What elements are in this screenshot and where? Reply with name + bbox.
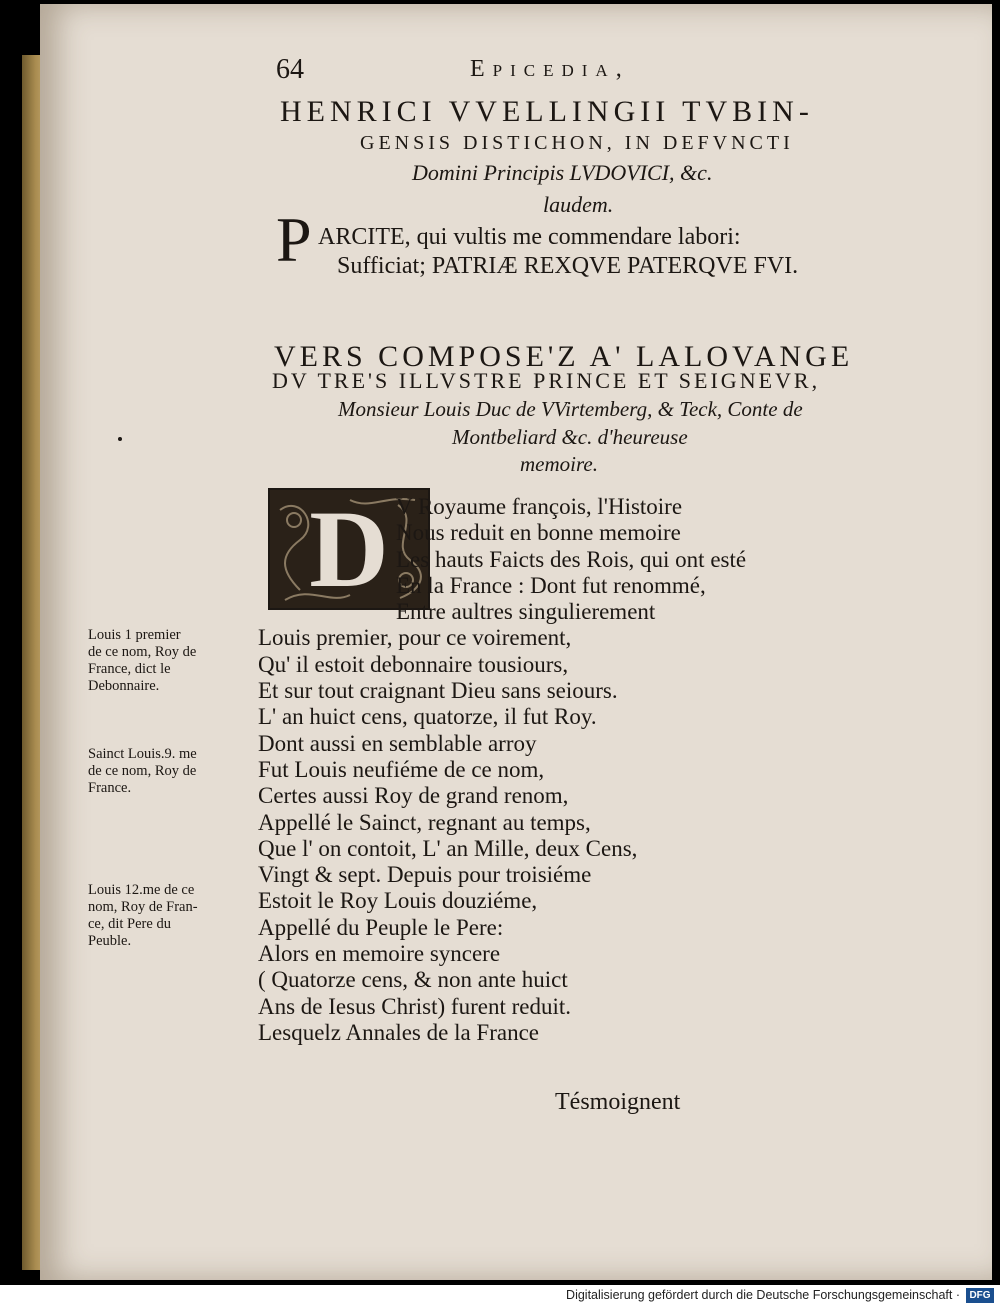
- poem-line: Certes aussi Roy de grand renom,: [258, 783, 569, 809]
- margin-note-line: Peuble.: [88, 933, 132, 949]
- heading2-line2: DV TRE'S ILLVSTRE PRINCE ET SEIGNEVR,: [272, 368, 821, 393]
- poem-line: Que l' on contoit, L' an Mille, deux Cens,: [258, 835, 638, 861]
- poem-line: Et sur tout craignant Dieu sans seiours.: [258, 678, 618, 704]
- catchword: Tésmoignent: [555, 1089, 681, 1115]
- poem-line: Entre aultres singulierement: [396, 599, 656, 625]
- poem-line: Ans de Iesus Christ) furent reduit.: [258, 993, 571, 1019]
- poem-line: ( Quatorze cens, & non ante huict: [258, 967, 568, 993]
- heading1-line3: Domini Principis LVDOVICI, &c.: [412, 160, 713, 185]
- margin-note-line: France, dict le: [88, 661, 171, 677]
- poem-line: En la France : Dont fut renommé,: [396, 572, 706, 598]
- margin-note-line: ce, dit Pere du: [88, 916, 171, 932]
- poem-line: L' an huict cens, quatorze, il fut Roy.: [258, 704, 597, 730]
- poem-line: Nous reduit en bonne memoire: [396, 520, 681, 546]
- margin-note-line: nom, Roy de Fran-: [88, 899, 198, 915]
- dropcap-letter: D: [309, 488, 389, 610]
- poem-line: Appellé du Peuple le Pere:: [258, 914, 504, 940]
- running-head: Epicedia,: [470, 56, 630, 82]
- margin-note-line: Louis 1 premier: [88, 627, 181, 643]
- heading2-line5: memoire.: [520, 452, 598, 476]
- heading2-line1: VERS COMPOSE'Z A' LALOVANGE: [274, 340, 854, 373]
- ink-dot: [118, 437, 122, 441]
- margin-note-line: Sainct Louis.9. me: [88, 746, 197, 762]
- distich-line2: Sufficiat; PATRIÆ REXQVE PATERQVE FVI.: [337, 253, 799, 279]
- margin-note-line: France.: [88, 780, 132, 796]
- margin-note-line: de ce nom, Roy de: [88, 644, 197, 660]
- heading1-line2: GENSIS DISTICHON, IN DEFVNCTI: [360, 132, 794, 154]
- margin-note-line: de ce nom, Roy de: [88, 763, 197, 779]
- distich-line1: ARCITE, qui vultis me commendare labori:: [318, 224, 741, 250]
- heading1-line4: laudem.: [543, 192, 614, 217]
- margin-note-line: Louis 12.me de ce: [88, 882, 195, 898]
- poem-line: Qu' il estoit debonnaire tousiours,: [258, 651, 569, 677]
- poem-line: Les hauts Faicts des Rois, qui ont esté: [396, 546, 747, 572]
- poem-line: Vingt & sept. Depuis pour troisiéme: [258, 862, 592, 888]
- margin-note-louis-premier: [88, 627, 278, 695]
- poem-line: Dont aussi en semblable arroy: [258, 730, 537, 756]
- poem-line: Estoit le Roy Louis douziéme,: [258, 888, 538, 914]
- heading2-line4: Montbeliard &c. d'heureuse: [452, 425, 688, 449]
- margin-note-saint-louis: [88, 746, 278, 797]
- footer-credit: Digitalisierung gefördert durch die Deutsche Forschungsgemeinschaft ·: [566, 1288, 960, 1302]
- poem: [256, 494, 816, 1046]
- poem-line: Fut Louis neufiéme de ce nom,: [258, 756, 545, 782]
- digitization-footer: [0, 1285, 1000, 1307]
- page-number: 64: [276, 54, 304, 85]
- poem-line: Louis premier, pour ce voirement,: [258, 625, 572, 651]
- margin-note-louis-douze: [88, 882, 278, 950]
- dfg-logo[interactable]: DFG: [966, 1288, 994, 1303]
- distich-initial: P: [276, 204, 312, 275]
- poem-line: V Royaume françois, l'Histoire: [396, 494, 683, 519]
- poem-line: Alors en memoire syncere: [258, 941, 501, 967]
- poem-line: Appellé le Sainct, regnant au temps,: [258, 809, 591, 835]
- poem-line: Lesquelz Annales de la France: [258, 1019, 539, 1045]
- heading1-line1: HENRICI VVELLINGII TVBIN-: [280, 95, 814, 128]
- heading2-line3: Monsieur Louis Duc de VVirtemberg, & Teck, Conte de: [338, 397, 803, 421]
- margin-note-line: Debonnaire.: [88, 678, 160, 694]
